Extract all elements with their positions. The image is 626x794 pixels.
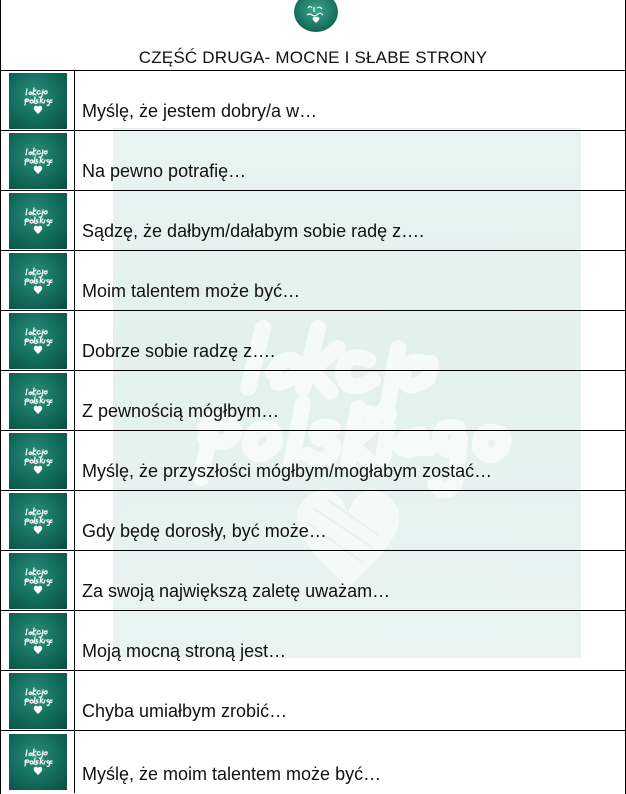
logo-cell [1, 371, 75, 430]
prompt-text: Moim talentem może być… [82, 281, 301, 301]
prompt-text: Chyba umiałbym zrobić… [82, 701, 288, 721]
table-row-3 [1, 191, 626, 251]
table-row-4 [1, 251, 626, 311]
prompt-cell[interactable] [75, 191, 626, 250]
logo-cell [1, 431, 75, 490]
lekcja-polskiego-badge-icon [9, 373, 67, 429]
table-row-8 [1, 491, 626, 551]
logo-cell [1, 611, 75, 670]
lekcja-polskiego-badge-icon [9, 73, 67, 129]
prompt-text: Myślę, że moim talentem może być… [82, 764, 382, 784]
lekcja-polskiego-badge-icon [9, 253, 67, 309]
logo-cell [1, 491, 75, 550]
prompt-cell[interactable] [75, 131, 626, 190]
prompt-text: Myślę, że jestem dobry/a w… [82, 101, 318, 121]
logo-cell [1, 311, 75, 370]
prompt-text: Na pewno potrafię… [82, 161, 247, 181]
table-row-11 [1, 671, 626, 731]
prompt-cell[interactable] [75, 671, 626, 730]
table-row-1 [1, 71, 626, 131]
lekcja-polskiego-badge-icon [9, 133, 67, 189]
prompt-cell[interactable] [75, 431, 626, 490]
prompt-text: Z pewnością mógłbym… [82, 401, 280, 421]
prompt-cell[interactable] [75, 731, 626, 793]
logo-cell [1, 71, 75, 130]
prompt-text: Sądzę, że dałbym/dałabym sobie radę z…. [82, 221, 425, 241]
logo-cell [1, 131, 75, 190]
lekcja-polskiego-badge-icon [9, 193, 67, 249]
table-row-12 [1, 731, 626, 793]
page-title: CZĘŚĆ DRUGA- MOCNE I SŁABE STRONY [138, 48, 488, 67]
prompt-cell[interactable] [75, 551, 626, 610]
prompt-cell[interactable] [75, 611, 626, 670]
table-row-9 [1, 551, 626, 611]
logo-cell [1, 731, 75, 793]
table-row-2 [1, 131, 626, 191]
prompt-text: Dobrze sobie radzę z…. [82, 341, 276, 361]
prompt-cell[interactable] [75, 71, 626, 130]
lekcja-polskiego-badge-icon [9, 433, 67, 489]
prompt-cell[interactable] [75, 491, 626, 550]
prompt-text: Gdy będę dorosły, być może… [82, 521, 327, 541]
prompt-cell[interactable] [75, 371, 626, 430]
prompt-cell[interactable] [75, 311, 626, 370]
table-row-5 [1, 311, 626, 371]
lekcja-polskiego-badge-icon [9, 673, 67, 729]
lekcja-polskiego-logo-icon [292, 0, 340, 32]
logo-cell [1, 251, 75, 310]
lekcja-polskiego-badge-icon [9, 313, 67, 369]
logo-cell [1, 191, 75, 250]
prompt-text: Moją mocną stroną jest… [82, 641, 287, 661]
lekcja-polskiego-badge-icon [9, 613, 67, 669]
logo-cell [1, 671, 75, 730]
lekcja-polskiego-badge-icon [9, 734, 67, 790]
prompt-text: Myślę, że przyszłości mógłbym/mogłabym zostać… [82, 461, 493, 481]
lekcja-polskiego-badge-icon [9, 493, 67, 549]
table-row-7 [1, 431, 626, 491]
prompt-text: Za swoją największą zaletę uważam… [82, 581, 391, 601]
table-row-6 [1, 371, 626, 431]
lekcja-polskiego-badge-icon [9, 553, 67, 609]
strengths-table [1, 70, 626, 793]
table-row-10 [1, 611, 626, 671]
prompt-cell[interactable] [75, 251, 626, 310]
logo-cell [1, 551, 75, 610]
